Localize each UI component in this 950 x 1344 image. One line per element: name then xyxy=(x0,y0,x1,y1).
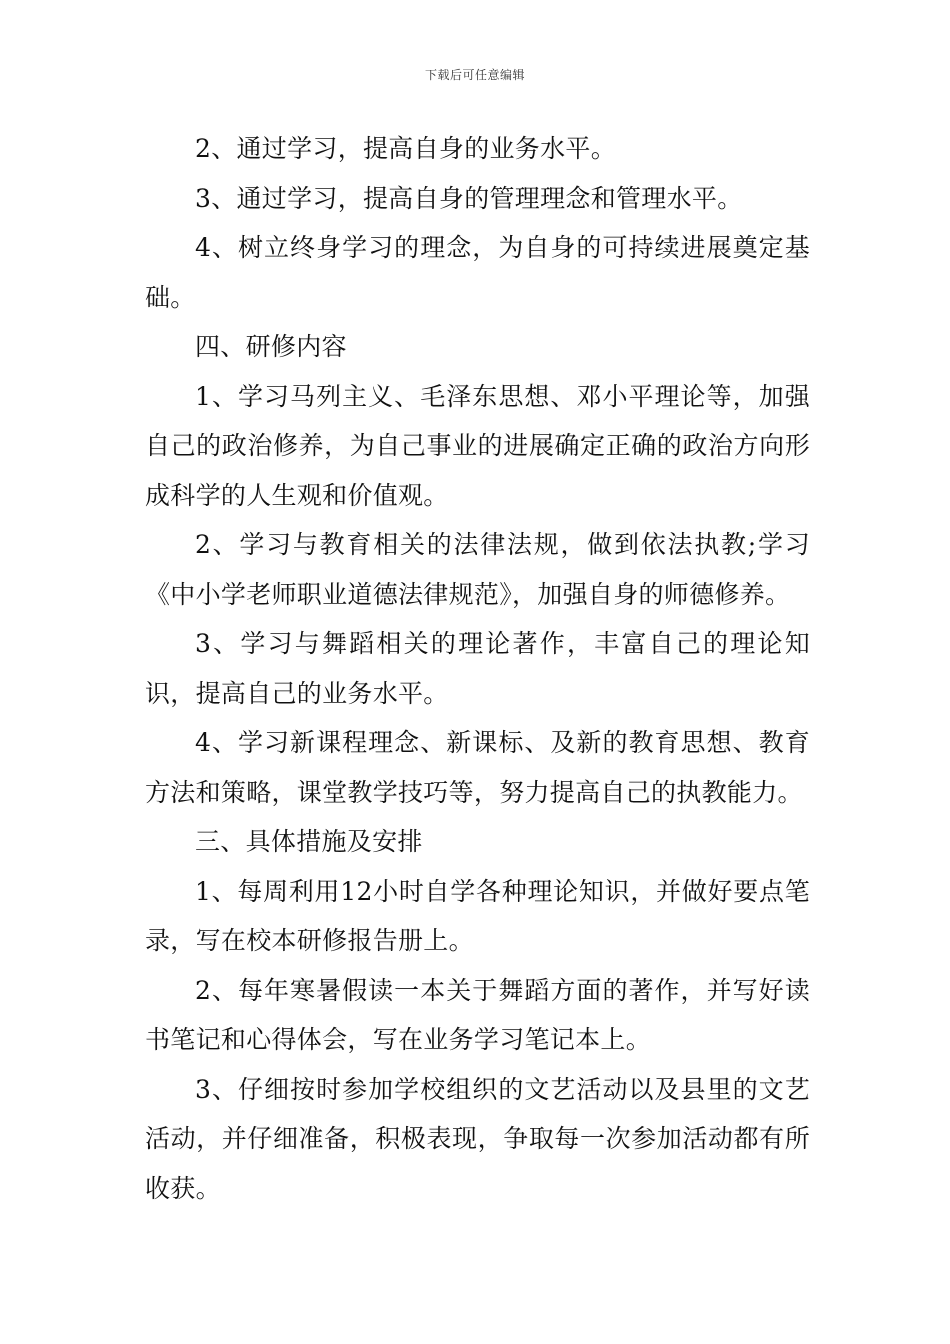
paragraph-measure-3: 3、仔细按时参加学校组织的文艺活动以及县里的文艺活动，并仔细准备，积极表现，争取每一次参加活动都有所收获。 xyxy=(145,1074,810,1203)
page-header: 下载后可任意编辑 xyxy=(424,68,525,82)
section-heading-content: 四、研修内容 xyxy=(195,332,347,361)
paragraph-content-1: 1、学习马列主义、毛泽东思想、邓小平理论等，加强自己的政治修养，为自己事业的进展确定正确的政治方向形成科学的人生观和价值观。 xyxy=(145,381,810,510)
paragraph-measure-1: 1、每周利用12小时自学各种理论知识，并做好要点笔录，写在校本研修报告册上。 xyxy=(145,876,810,955)
document-body xyxy=(145,124,810,1213)
section-heading-measures: 三、具体措施及安排 xyxy=(195,827,423,856)
paragraph-goal-3: 3、通过学习，提高自身的管理理念和管理水平。 xyxy=(195,183,743,213)
paragraph-content-3: 3、学习与舞蹈相关的理论著作，丰富自己的理论知识，提高自己的业务水平。 xyxy=(145,629,810,708)
paragraph-goal-2: 2、通过学习，提高自身的业务水平。 xyxy=(195,134,617,163)
paragraph-goal-4: 4、树立终身学习的理念，为自身的可持续进展奠定基础。 xyxy=(145,233,810,312)
paragraph-content-2: 2、学习与教育相关的法律法规，做到依法执教;学习《中小学老师职业道德法律规范》，加强自身的师德修养。 xyxy=(145,530,810,609)
paragraph-measure-2: 2、每年寒暑假读一本关于舞蹈方面的著作，并写好读书笔记和心得体会，写在业务学习笔记本上。 xyxy=(145,975,810,1054)
paragraph-content-4: 4、学习新课程理念、新课标、及新的教育思想、教育方法和策略，课堂教学技巧等，努力提高自己的执教能力。 xyxy=(145,728,810,807)
